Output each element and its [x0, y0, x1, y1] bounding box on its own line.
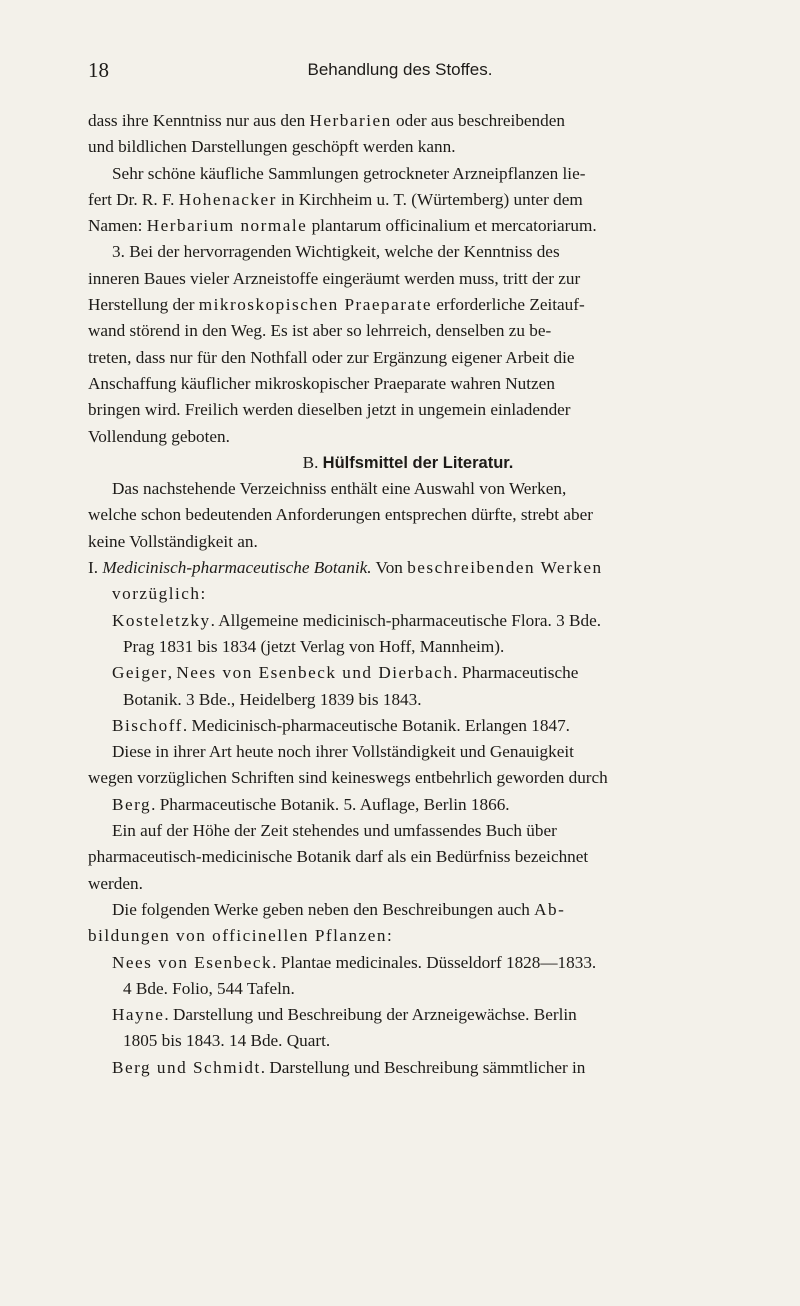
- spaced-emphasis: Nees von Esenbeck: [112, 952, 273, 972]
- spaced-emphasis: Berg und Schmidt: [112, 1057, 261, 1077]
- text-segment: . Pharmaceutische Botanik. 5. Auflage, Berlin 1866.: [151, 794, 510, 814]
- italic-title: Medicinisch-pharmaceutische Botanik.: [102, 558, 372, 578]
- text-segment: wegen vorzüglichen Schriften sind keineswegs entbehrlich geworden durch: [88, 768, 608, 788]
- text-segment: pharmaceutisch-medicinische Botanik darf als ein Bedürfniss bezeichnet: [88, 847, 589, 867]
- text-segment: fert Dr. R. F.: [88, 189, 179, 209]
- text-segment: welche schon bedeutenden Anforderungen entsprechen dürfte, strebt aber: [88, 505, 593, 525]
- page-header: [0, 58, 800, 88]
- text-segment: . Darstellung und Beschreibung sämmtlicher in: [260, 1057, 586, 1077]
- text-segment: inneren Baues vieler Arzneistoffe eingeräumt werden muss, tritt der zur: [88, 268, 581, 288]
- text-segment: 1805 bis 1843. 14 Bde. Quart.: [123, 1031, 331, 1051]
- text-line: [88, 581, 728, 607]
- text-line: [88, 397, 728, 423]
- text-segment: . Allgemeine medicinisch-pharmaceutische Flora. 3 Bde.: [210, 610, 602, 630]
- text-line: [88, 765, 728, 791]
- text-line: [88, 871, 728, 897]
- section-heading: Hülfsmittel der Literatur.: [322, 453, 514, 472]
- text-line: [88, 424, 728, 450]
- text-line: [88, 897, 728, 923]
- spaced-emphasis: Hohenacker: [178, 189, 277, 209]
- text-line: [88, 476, 728, 502]
- text-segment: dass ihre Kenntniss nur aus den: [88, 111, 310, 130]
- spaced-emphasis: Herbarien: [309, 111, 392, 130]
- body-text: [88, 108, 728, 1081]
- spaced-emphasis: beschreibenden Werken: [407, 558, 603, 578]
- text-line: [88, 187, 728, 213]
- text-segment: treten, dass nur für den Nothfall oder zur Ergänzung eigener Arbeit die: [88, 347, 575, 367]
- text-line: [88, 739, 728, 765]
- text-line: [88, 161, 728, 187]
- text-segment: Vollendung geboten.: [88, 426, 230, 446]
- text-line: [88, 818, 728, 844]
- spaced-emphasis: Nees von Esenbeck und Dierbach: [176, 663, 454, 683]
- text-line: [88, 266, 728, 292]
- text-line: [88, 608, 728, 634]
- spaced-emphasis: Bischoff: [112, 715, 183, 735]
- text-segment: :: [200, 584, 206, 604]
- spaced-emphasis: Kosteletzky: [112, 610, 211, 630]
- text-line: [88, 134, 728, 160]
- text-line: [88, 450, 728, 476]
- text-segment: erforderliche Zeitauf-: [431, 295, 585, 315]
- text-line: [88, 318, 728, 344]
- text-line: [88, 371, 728, 397]
- text-line: [88, 634, 728, 660]
- text-segment: oder aus beschreibenden: [391, 111, 565, 130]
- text-segment: werden.: [88, 873, 143, 893]
- text-segment: Von: [371, 558, 408, 578]
- spaced-emphasis: mikroskopischen Praeparate: [198, 295, 432, 315]
- text-segment: 4 Bde. Folio, 544 Tafeln.: [123, 978, 295, 998]
- spaced-emphasis: Herbarium normale: [146, 216, 308, 236]
- text-line: [88, 1055, 728, 1081]
- text-segment: B.: [302, 452, 323, 472]
- spaced-emphasis: vorzüglich: [112, 584, 201, 604]
- text-line: [88, 502, 728, 528]
- text-line: [88, 345, 728, 371]
- text-segment: . Medicinisch-pharmaceutische Botanik. Erlangen 1847.: [182, 715, 570, 735]
- text-segment: . Darstellung und Beschreibung der Arzneigewächse. Berlin: [164, 1005, 577, 1025]
- spaced-emphasis: bildungen von officinellen Pflanzen: [88, 926, 387, 946]
- text-segment: ,: [167, 663, 177, 683]
- text-line: [88, 529, 728, 555]
- text-line: [88, 555, 728, 581]
- spaced-emphasis: Hayne: [112, 1005, 165, 1025]
- text-segment: plantarum officinalium et mercatoriarum.: [307, 216, 597, 236]
- spaced-emphasis: Ab-: [534, 899, 566, 919]
- text-line: [88, 687, 728, 713]
- text-segment: 3. Bei der hervorragenden Wichtigkeit, welche der Kenntniss des: [112, 242, 560, 262]
- text-segment: wand störend in den Weg. Es ist aber so lehrreich, denselben zu be-: [88, 321, 552, 341]
- text-segment: Namen:: [88, 216, 147, 236]
- text-segment: . Pharmaceutische: [453, 663, 579, 683]
- text-line: [88, 844, 728, 870]
- text-line: [88, 950, 728, 976]
- text-line: [88, 660, 728, 686]
- text-segment: keine Vollständigkeit an.: [88, 531, 258, 551]
- text-line: [88, 239, 728, 265]
- text-line: [88, 713, 728, 739]
- text-segment: Das nachstehende Verzeichniss enthält eine Auswahl von Werken,: [112, 479, 567, 499]
- text-line: [88, 923, 728, 949]
- running-head: Behandlung des Stoffes.: [307, 60, 493, 79]
- text-segment: :: [386, 926, 392, 946]
- text-segment: Botanik. 3 Bde., Heidelberg 1839 bis 1843.: [123, 689, 422, 709]
- text-line: [88, 292, 728, 318]
- text-segment: Diese in ihrer Art heute noch ihrer Vollständigkeit und Genauigkeit: [112, 742, 574, 762]
- page-number: 18: [88, 58, 109, 82]
- text-line: [88, 1002, 728, 1028]
- text-segment: Anschaffung käuflicher mikroskopischer Praeparate wahren Nutzen: [88, 373, 555, 393]
- text-line: [88, 213, 728, 239]
- text-segment: in Kirchheim u. T. (Würtemberg) unter dem: [276, 189, 583, 209]
- text-segment: bringen wird. Freilich werden dieselben jetzt in ungemein einladender: [88, 400, 571, 420]
- text-segment: Ein auf der Höhe der Zeit stehendes und umfassendes Buch über: [112, 821, 557, 841]
- text-line: [88, 108, 728, 134]
- text-segment: Prag 1831 bis 1834 (jetzt Verlag von Hoff, Mannheim).: [123, 636, 505, 656]
- text-line: [88, 1028, 728, 1054]
- text-segment: Die folgenden Werke geben neben den Beschreibungen auch: [112, 899, 535, 919]
- text-segment: und bildlichen Darstellungen geschöpft werden kann.: [88, 137, 456, 157]
- text-line: [88, 792, 728, 818]
- spaced-emphasis: Berg: [112, 794, 152, 814]
- text-segment: . Plantae medicinales. Düsseldorf 1828—1833.: [272, 952, 597, 972]
- text-line: [88, 976, 728, 1002]
- text-segment: Herstellung der: [88, 295, 199, 315]
- text-segment: Sehr schöne käufliche Sammlungen getrockneter Arzneipflanzen lie-: [112, 163, 586, 183]
- spaced-emphasis: Geiger: [112, 663, 168, 683]
- text-segment: I.: [88, 558, 103, 578]
